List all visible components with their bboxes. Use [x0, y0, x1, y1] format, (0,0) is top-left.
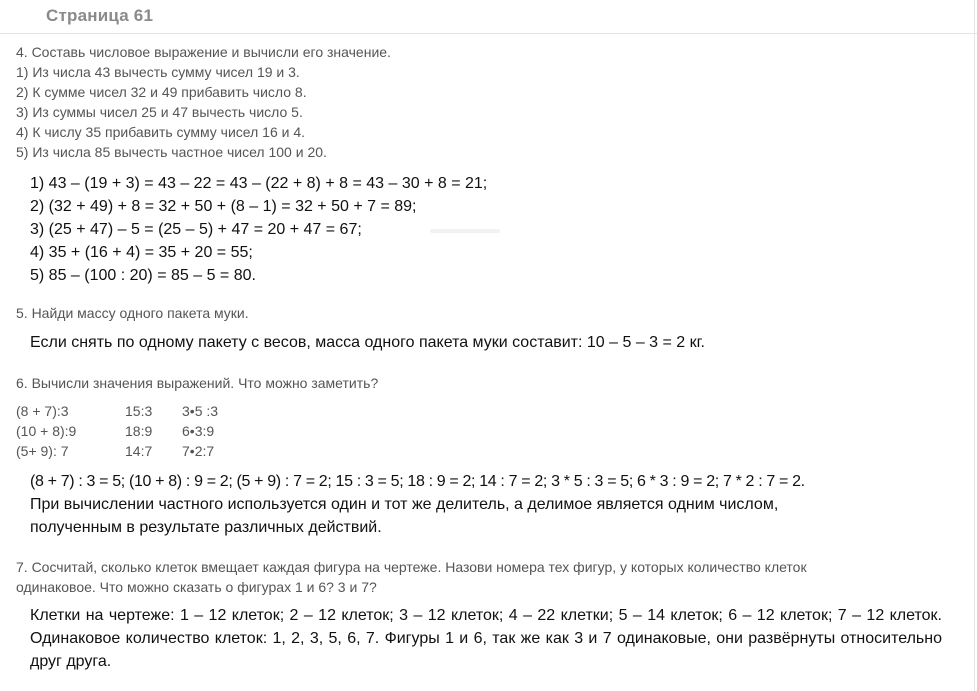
task-7-heading-cont: одинаковое. Что можно сказать о фигурах 1 и 6? 3 и 7?	[16, 579, 377, 595]
right-divider	[974, 0, 975, 691]
task-4-item-1: 1) Из числа 43 вычесть сумму чисел 19 и 3.	[16, 64, 300, 80]
task-6-answer-values: (8 + 7) : 3 = 5; (10 + 8) : 9 = 2; (5 + 9) : 7 = 2; 15 : 3 = 5; 18 : 9 = 2; 14 : 7 = 2; 3 * 5 : 3 = 5; 6 * 3 : 9 = 2; 7 * 2 : 7 = 2.	[30, 473, 805, 490]
page-title: Страница 61	[46, 6, 154, 25]
table-cell: 3•5 :3	[182, 403, 219, 419]
task-4-item-2: 2) К сумме чисел 32 и 49 прибавить число 8.	[16, 84, 307, 100]
table-cell: 14:7	[125, 443, 153, 459]
task-6-answer-note-2: полученным в результате различных действий.	[30, 519, 382, 536]
task-4-item-4: 4) К числу 35 прибавить сумму чисел 16 и 4.	[16, 124, 306, 140]
task-4-answer-3: 3) (25 + 47) – 5 = (25 – 5) + 47 = 20 + 47 = 67;	[30, 221, 362, 238]
table-cell: 6•3:9	[182, 423, 215, 439]
task-4-answer-2: 2) (32 + 49) + 8 = 32 + 50 + (8 – 1) = 32 + 50 + 7 = 89;	[30, 198, 417, 215]
table-cell: 15:3	[125, 403, 153, 419]
table-cell: (10 + 8):9	[16, 423, 77, 439]
task-4-heading: 4. Составь числовое выражение и вычисли его значение.	[16, 44, 391, 60]
task-4-answer-5: 5) 85 – (100 : 20) = 85 – 5 = 80.	[30, 267, 256, 284]
task-4-answer-4: 4) 35 + (16 + 4) = 35 + 20 = 55;	[30, 244, 253, 261]
table-cell: (5+ 9): 7	[16, 443, 69, 459]
task-4-item-3: 3) Из суммы чисел 25 и 47 вычесть число 5.	[16, 104, 303, 120]
table-cell: (8 + 7):3	[16, 403, 69, 419]
task-4-answer-1: 1) 43 – (19 + 3) = 43 – 22 = 43 – (22 + 8) + 8 = 43 – 30 + 8 = 21;	[30, 175, 488, 192]
task-5-answer: Если снять по одному пакету с весов, масса одного пакета муки составит: 10 – 5 – 3 = 2 кг.	[30, 334, 705, 351]
table-cell: 7•2:7	[182, 443, 215, 459]
task-7-heading: 7. Сосчитай, сколько клеток вмещает каждая фигура на чертеже. Назови номера тех фигур, у которых количество клеток	[16, 559, 807, 575]
scan-smudge	[430, 229, 500, 233]
task-5-heading: 5. Найди массу одного пакета муки.	[16, 305, 249, 321]
page-header	[0, 0, 977, 34]
task-6-heading: 6. Вычисли значения выражений. Что можно заметить?	[16, 375, 379, 391]
task-7-answer: Клетки на чертеже: 1 – 12 клеток; 2 – 12 клеток; 3 – 12 клеток; 4 – 22 клетки; 5 – 14 клеток; 6 – 12 клеток; 7 – 12 клеток. Одинаковое количество клеток: 1, 2, 3, 5, 6, 7. Фигуры 1 и 6, так же как 3 и 7 одинаковые, они развёрнуты относительно друг друга.	[30, 607, 942, 670]
task-6-expression-table	[16, 401, 316, 461]
task-6-answer-note-1: При вычислении частного используется один и тот же делитель, а делимое является одним числом,	[30, 496, 779, 513]
table-cell: 18:9	[125, 423, 153, 439]
task-4-item-5: 5) Из числа 85 вычесть частное чисел 100 и 20.	[16, 144, 327, 160]
